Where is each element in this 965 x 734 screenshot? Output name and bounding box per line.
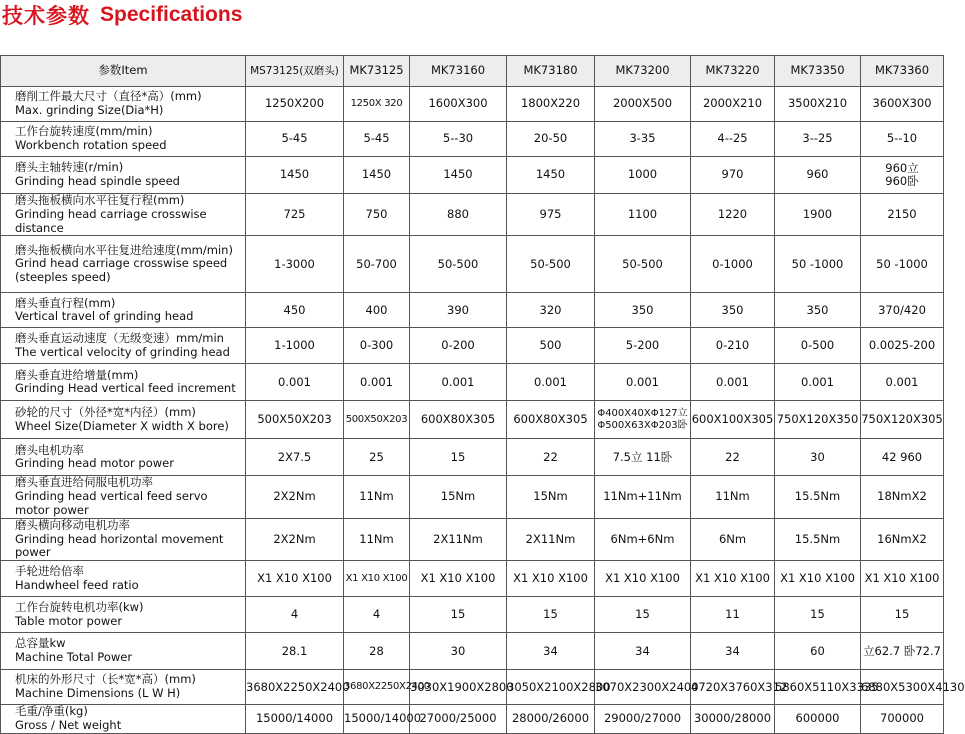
- param-name-zh: 磨头垂直进给增量(mm): [15, 367, 139, 382]
- value-cell: 2150: [861, 194, 944, 236]
- value-cell: 15000/14000: [344, 705, 410, 734]
- param-cell: [1, 236, 246, 293]
- value-cell: 0-300: [344, 328, 410, 364]
- param-name-zh: 磨头电机功率: [15, 442, 84, 457]
- param-name-en: Table motor power: [15, 613, 123, 628]
- value-cell: 1250X 320: [344, 87, 410, 122]
- value-cell: 28000/26000: [507, 705, 595, 734]
- param-cell: [1, 597, 246, 633]
- table-row: [1, 705, 944, 734]
- value-line: Φ500X63XΦ203卧: [597, 419, 688, 431]
- value-cell: 3680X2250X2400: [246, 670, 344, 705]
- table-row: [1, 328, 944, 364]
- value-cell: 1-3000: [246, 236, 344, 293]
- value-cell: 400: [344, 293, 410, 328]
- value-cell: X1 X10 X100: [344, 561, 410, 597]
- value-cell: 500: [507, 328, 595, 364]
- table-row: [1, 194, 944, 236]
- param-name-zh: 磨头垂直行程(mm): [15, 295, 116, 310]
- value-cell: 50 -1000: [775, 236, 861, 293]
- param-cell: [1, 122, 246, 157]
- value-cell: X1 X10 X100: [410, 561, 507, 597]
- param-name-en: Grinding head spindle speed: [15, 174, 180, 188]
- value-cell: 30: [410, 633, 507, 670]
- value-cell: 3030X1900X2800: [410, 670, 507, 705]
- value-cell: 42 960: [861, 439, 944, 476]
- value-cell: 1-1000: [246, 328, 344, 364]
- value-cell: 1450: [246, 157, 344, 194]
- param-cell: [1, 87, 246, 122]
- param-cell: [1, 518, 246, 560]
- value-cell: X1 X10 X100: [595, 561, 691, 597]
- param-cell: [1, 439, 246, 476]
- param-name-zh: 机床的外形尺寸（长*宽*高）(mm): [15, 672, 196, 687]
- value-cell: X1 X10 X100: [861, 561, 944, 597]
- value-line: 960卧: [885, 174, 919, 188]
- header-model: MK73350: [775, 56, 861, 87]
- value-cell: 0.001: [507, 364, 595, 401]
- param-name-en: Handwheel feed ratio: [15, 577, 139, 592]
- param-name-en: Machine Dimensions (L W H): [15, 686, 181, 701]
- value-cell: 2X2Nm: [246, 518, 344, 560]
- param-name-en: Grinding head horizontal movement power: [15, 531, 224, 560]
- header-model: MK73160: [410, 56, 507, 87]
- value-cell: 1600X300: [410, 87, 507, 122]
- value-cell: 3500X210: [775, 87, 861, 122]
- value-cell: 1250X200: [246, 87, 344, 122]
- table-row: [1, 633, 944, 670]
- table-row: [1, 122, 944, 157]
- value-cell: 960: [775, 157, 861, 194]
- value-cell: 11Nm: [344, 518, 410, 560]
- param-name-zh: 总容量kw: [15, 636, 66, 651]
- value-cell: 15: [507, 597, 595, 633]
- header-row: [1, 56, 944, 87]
- value-cell: X1 X10 X100: [691, 561, 775, 597]
- param-name-en: Max. grinding Size(Dia*H): [15, 103, 164, 117]
- value-cell: 4: [246, 597, 344, 633]
- value-cell: 4: [344, 597, 410, 633]
- value-cell: X1 X10 X100: [507, 561, 595, 597]
- value-cell: 15Nm: [507, 476, 595, 518]
- value-cell: 25: [344, 439, 410, 476]
- value-cell: 29000/27000: [595, 705, 691, 734]
- value-cell: 880: [410, 194, 507, 236]
- table-row: [1, 157, 944, 194]
- value-cell: 0-200: [410, 328, 507, 364]
- value-cell: 15Nm: [410, 476, 507, 518]
- value-cell: 0.001: [691, 364, 775, 401]
- param-name-en: Machine Total Power: [15, 650, 133, 665]
- value-cell: 975: [507, 194, 595, 236]
- spec-table: [0, 55, 965, 734]
- value-cell: 11: [691, 597, 775, 633]
- value-cell: 725: [246, 194, 344, 236]
- param-name-zh: 工作台旋转电机功率(kw): [15, 599, 144, 614]
- value-cell: 350: [691, 293, 775, 328]
- value-line: Φ400X40XΦ127立: [597, 408, 688, 420]
- table-row: [1, 670, 944, 705]
- value-cell: 6880X5300X4130: [861, 670, 944, 705]
- value-cell: 370/420: [861, 293, 944, 328]
- value-cell: 350: [595, 293, 691, 328]
- value-cell: 20-50: [507, 122, 595, 157]
- param-cell: [1, 705, 246, 734]
- value-cell: 0.001: [410, 364, 507, 401]
- param-name-en: Workbench rotation speed: [15, 138, 167, 152]
- value-cell: 1000: [595, 157, 691, 194]
- value-cell: 750: [344, 194, 410, 236]
- value-cell: 15000/14000: [246, 705, 344, 734]
- param-cell: [1, 401, 246, 439]
- value-cell: 3680X2250X2400: [344, 670, 410, 705]
- value-cell: 600X80X305: [410, 401, 507, 439]
- value-cell: 30: [775, 439, 861, 476]
- value-cell: 320: [507, 293, 595, 328]
- param-name-en: Grinding head motor power: [15, 456, 174, 471]
- value-cell: 34: [595, 633, 691, 670]
- value-cell: 15: [410, 439, 507, 476]
- value-cell: 0-210: [691, 328, 775, 364]
- value-cell: 27000/25000: [410, 705, 507, 734]
- param-name-en: Gross / Net weight: [15, 717, 122, 732]
- header-model: MK73360: [861, 56, 944, 87]
- value-cell: 700000: [861, 705, 944, 734]
- table-row: [1, 597, 944, 633]
- value-cell: 1220: [691, 194, 775, 236]
- value-cell: 1450: [344, 157, 410, 194]
- value-cell: 2X11Nm: [507, 518, 595, 560]
- value-cell: 11Nm+11Nm: [595, 476, 691, 518]
- value-cell: 2000X500: [595, 87, 691, 122]
- value-cell: X1 X10 X100: [775, 561, 861, 597]
- value-cell: 30000/28000: [691, 705, 775, 734]
- param-name-zh: 砂轮的尺寸（外径*宽*内径）(mm): [15, 405, 196, 420]
- value-cell: 11Nm: [344, 476, 410, 518]
- param-cell: [1, 364, 246, 401]
- header-model: MK73220: [691, 56, 775, 87]
- value-cell: 750X120X350: [775, 401, 861, 439]
- param-name-en: Grinding Head vertical feed increment: [15, 381, 236, 396]
- value-cell: 2X2Nm: [246, 476, 344, 518]
- value-cell: 50-700: [344, 236, 410, 293]
- value-cell: 3--25: [775, 122, 861, 157]
- header-model: MK73125: [344, 56, 410, 87]
- value-cell: 1100: [595, 194, 691, 236]
- value-cell: 22: [507, 439, 595, 476]
- table-row: [1, 293, 944, 328]
- param-name-zh: 磨头横向移动电机功率: [15, 517, 130, 532]
- param-name-zh: 磨头垂直运动速度（无级变速）mm/min: [15, 331, 224, 346]
- value-cell: 50-500: [595, 236, 691, 293]
- table-row: [1, 401, 944, 439]
- value-cell: 15: [861, 597, 944, 633]
- value-cell: 4720X3760X312: [691, 670, 775, 705]
- value-cell: 50 -1000: [861, 236, 944, 293]
- value-cell: 0-500: [775, 328, 861, 364]
- value-cell: 7.5立 11卧: [595, 439, 691, 476]
- value-cell: 50-500: [410, 236, 507, 293]
- value-cell: 2X7.5: [246, 439, 344, 476]
- value-cell: 3070X2300X2400: [595, 670, 691, 705]
- value-cell: 2X11Nm: [410, 518, 507, 560]
- param-name-zh: 磨头主轴转速(r/min): [15, 160, 124, 175]
- param-cell: [1, 328, 246, 364]
- param-cell: [1, 476, 246, 518]
- value-cell: 3050X2100X2800: [507, 670, 595, 705]
- value-cell: 600X80X305: [507, 401, 595, 439]
- param-cell: [1, 157, 246, 194]
- value-cell: 15: [595, 597, 691, 633]
- title-zh: 技术参数: [2, 4, 90, 28]
- value-cell: 0.001: [246, 364, 344, 401]
- table-row: [1, 439, 944, 476]
- value-cell: 22: [691, 439, 775, 476]
- value-cell: 5-45: [246, 122, 344, 157]
- value-cell: 4--25: [691, 122, 775, 157]
- header-model: MK73180: [507, 56, 595, 87]
- param-cell: [1, 670, 246, 705]
- value-cell: 600000: [775, 705, 861, 734]
- value-cell: 600X100X305: [691, 401, 775, 439]
- value-cell: 6Nm+6Nm: [595, 518, 691, 560]
- table-row: [1, 476, 944, 518]
- value-cell: 15.5Nm: [775, 518, 861, 560]
- value-cell: 2000X210: [691, 87, 775, 122]
- param-cell: [1, 194, 246, 236]
- value-cell: 15: [775, 597, 861, 633]
- value-cell: 450: [246, 293, 344, 328]
- value-cell: 5--30: [410, 122, 507, 157]
- param-cell: [1, 293, 246, 328]
- value-cell: 500X50X203: [344, 401, 410, 439]
- header-model: MS73125(双磨头): [246, 56, 344, 87]
- param-name-en: Grinding head carriage crosswise distance: [15, 206, 207, 235]
- value-cell: 5860X5110X3335: [775, 670, 861, 705]
- param-name-zh: 毛重/净重(kg): [15, 704, 88, 719]
- table-row: [1, 561, 944, 597]
- page-heading: [2, 0, 242, 30]
- table-row: [1, 87, 944, 122]
- value-cell: 0-1000: [691, 236, 775, 293]
- value-cell: 28: [344, 633, 410, 670]
- param-name-en: Vertical travel of grinding head: [15, 309, 194, 324]
- value-cell: 1450: [507, 157, 595, 194]
- value-cell: 18NmX2: [861, 476, 944, 518]
- value-cell: 0.0025-200: [861, 328, 944, 364]
- value-cell: 立62.7 卧72.7: [861, 633, 944, 670]
- value-cell: 50-500: [507, 236, 595, 293]
- param-name-zh: 磨头拖板横向水平往复行程(mm): [15, 193, 185, 207]
- value-cell: 5--10: [861, 122, 944, 157]
- value-cell: 16NmX2: [861, 518, 944, 560]
- param-name-en: Grind head carriage crosswise speed (steeples speed): [15, 256, 228, 285]
- value-cell: 350: [775, 293, 861, 328]
- table-row: [1, 518, 944, 560]
- value-cell: 390: [410, 293, 507, 328]
- header-param-label: 参数Item: [1, 56, 246, 87]
- value-cell: 0.001: [861, 364, 944, 401]
- value-cell: 1450: [410, 157, 507, 194]
- value-line: 960立: [885, 160, 919, 175]
- value-cell: 28.1: [246, 633, 344, 670]
- param-name-en: Wheel Size(Diameter X width X bore): [15, 418, 229, 433]
- value-cell: 5-200: [595, 328, 691, 364]
- value-cell: 1900: [775, 194, 861, 236]
- title-en: Specifications: [100, 3, 243, 26]
- value-cell: 0.001: [595, 364, 691, 401]
- value-cell: 6Nm: [691, 518, 775, 560]
- value-cell: 15: [410, 597, 507, 633]
- value-cell: 970: [691, 157, 775, 194]
- param-name-zh: 磨头拖板横向水平往复进给速度(mm/min): [15, 242, 233, 257]
- value-cell: 1800X220: [507, 87, 595, 122]
- value-cell: 11Nm: [691, 476, 775, 518]
- table-row: [1, 236, 944, 293]
- value-cell: 5-45: [344, 122, 410, 157]
- param-cell: [1, 633, 246, 670]
- value-cell: 15.5Nm: [775, 476, 861, 518]
- table-row: [1, 364, 944, 401]
- value-cell: 0.001: [775, 364, 861, 401]
- param-name-en: The vertical velocity of grinding head: [15, 344, 230, 359]
- value-cell: 500X50X203: [246, 401, 344, 439]
- value-cell: 34: [507, 633, 595, 670]
- param-name-zh: 手轮进给倍率: [15, 563, 84, 578]
- param-cell: [1, 561, 246, 597]
- param-name-en: Grinding head vertical feed servo motor power: [15, 489, 208, 517]
- param-name-zh: 工作台旋转速度(mm/min): [15, 124, 153, 139]
- value-cell: 3-35: [595, 122, 691, 157]
- value-cell: 0.001: [344, 364, 410, 401]
- value-cell: X1 X10 X100: [246, 561, 344, 597]
- header-model: MK73200: [595, 56, 691, 87]
- param-name-zh: 磨削工件最大尺寸（直径*高）(mm): [15, 89, 202, 104]
- value-cell: 750X120X305: [861, 401, 944, 439]
- value-cell: 34: [691, 633, 775, 670]
- value-cell: 60: [775, 633, 861, 670]
- value-cell: [861, 157, 944, 194]
- value-cell: 3600X300: [861, 87, 944, 122]
- value-cell: [595, 401, 691, 439]
- param-name-zh: 磨头垂直进给伺服电机功率: [15, 475, 153, 490]
